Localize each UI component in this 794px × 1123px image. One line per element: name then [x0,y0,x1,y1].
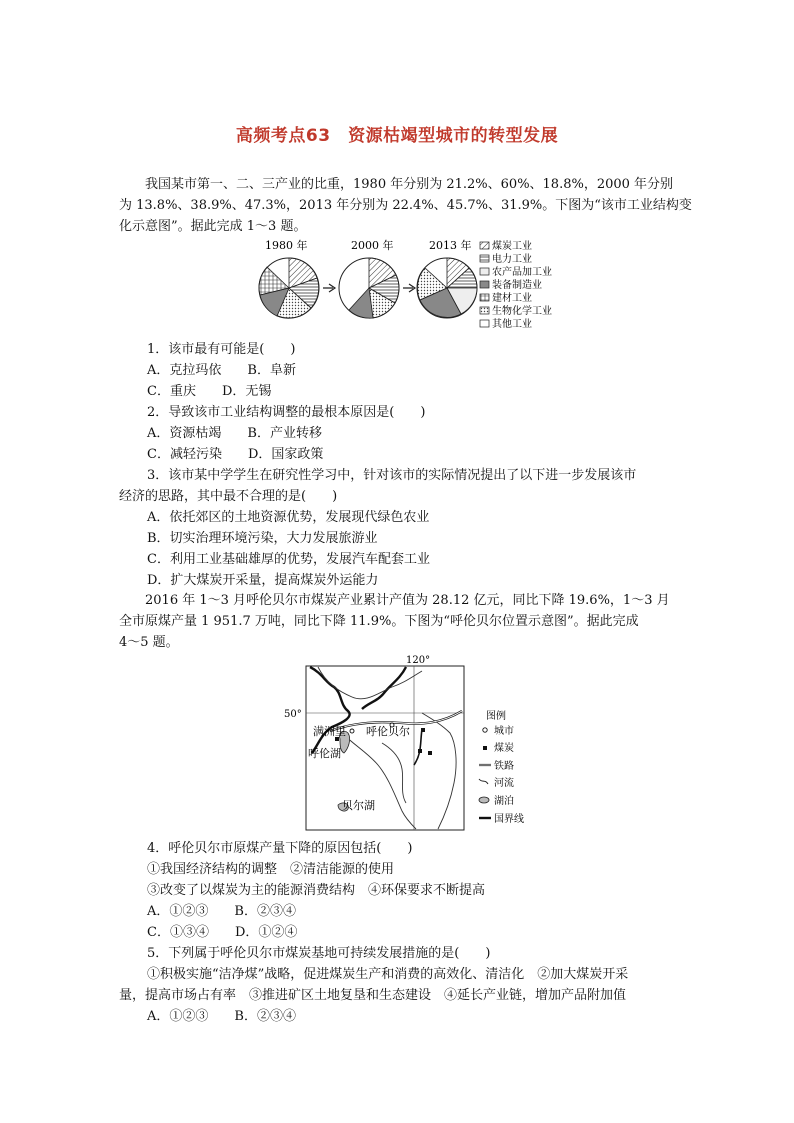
fig1-legend [480,239,552,330]
intro-line-2: 为 13.8%、38.9%、47.3%，2013 年分别为 22.4%、45.7%、31.9%。下图为“该市工业结构变 [119,198,692,213]
legend-item: 煤炭 [494,743,514,754]
intro-line-1: 我国某市第一、二、三产业的比重，1980 年分别为 21.2%、60%、18.8%，2000 年分别 [145,177,674,192]
q3-option-b: B．切实治理环境污染，大力发展旅游业 [147,531,378,546]
pie-2000 [339,258,399,318]
q5-statement-1: ①积极实施“洁净煤”战略，促进煤炭生产和消费的高效化、清洁化 ②加大煤炭开采 [147,967,629,982]
q2-options-cd: C．减轻污染 D．国家政策 [147,447,324,462]
q4-statement-1: ①我国经济结构的调整 ②清洁能源的使用 [147,862,395,877]
pie-1980 [259,258,319,318]
place-label: 满洲里 [313,725,346,738]
arrow-icon [403,284,415,292]
city-marker [350,729,354,733]
place-label: 呼伦湖 [308,747,341,760]
coal-marker [421,728,425,732]
question-2: 2．导致该市工业结构调整的最根本原因是( ) [147,405,426,420]
intro2-line-1: 2016 年 1～3 月呼伦贝尔市煤炭产业累计产值为 28.12 亿元，同比下降 19.6%，1～3 月 [145,593,670,608]
legend-title: 图例 [486,711,506,722]
place-label: 贝尔湖 [342,799,375,812]
year-label-2013: 2013 年 [429,239,472,252]
q5-statement-2: 量，提高市场占有率 ③推进矿区土地复垦和生态建设 ④延长产业链，增加产品附加值 [119,988,627,1003]
q3-option-c: C．利用工业基础雄厚的优势，发展汽车配套工业 [147,552,430,567]
legend-item: 煤炭工业 [492,241,532,252]
q5-options-ab: A．①②③ B．②③④ [147,1009,296,1024]
legend-item: 国界线 [494,814,524,825]
question-5: 5．下列属于呼伦贝尔市煤炭基地可持续发展措施的是( ) [147,946,491,961]
year-label-2000: 2000 年 [351,239,394,252]
q1-options-cd: C．重庆 D．无锡 [147,384,272,399]
q3-option-d: D．扩大煤炭开采量，提高煤炭外运能力 [147,573,379,588]
q4-statement-2: ③改变了以煤炭为主的能源消费结构 ④环保要求不断提高 [147,883,486,898]
q4-options-ab: A．①②③ B．②③④ [147,904,296,919]
coal-marker [418,749,422,753]
legend-item: 铁路 [494,761,514,772]
legend-item: 建材工业 [492,293,532,304]
question-4: 4．呼伦贝尔市原煤产量下降的原因包括( ) [147,841,413,856]
legend-item: 装备制造业 [492,280,542,291]
question-3: 3．该市某中学学生在研究性学习中，针对该市的实际情况提出了以下进一步发展该市 [147,468,637,483]
q1-options-ab: A．克拉玛依 B．阜新 [147,363,296,378]
year-label-1980: 1980 年 [265,239,308,252]
legend-item: 生物化学工业 [492,306,552,317]
longitude-label: 120° [406,655,431,666]
pie-2013 [417,258,477,318]
intro2-line-3: 4～5 题。 [119,635,179,650]
map-legend [479,709,524,825]
legend-item: 农产品加工业 [492,267,552,278]
q2-options-ab: A．资源枯竭 B．产业转移 [147,426,322,441]
place-label: 呼伦贝尔 [366,725,410,738]
arrow-icon [323,284,335,292]
coal-marker [428,751,432,755]
latitude-label: 50° [284,709,302,720]
legend-item: 其他工业 [492,319,532,330]
q3-option-a: A．依托郊区的土地资源优势，发展现代绿色农业 [147,510,430,525]
page-title: 高频考点63 资源枯竭型城市的转型发展 [235,126,559,146]
question-1: 1．该市最有可能是( ) [147,342,296,357]
q4-options-cd: C．①③④ D．①②④ [147,925,298,940]
legend-item: 湖泊 [494,796,514,807]
intro-line-3: 化示意图”。据此完成 1～3 题。 [119,219,307,234]
hulunbuir-location-map [282,653,544,831]
legend-item: 城市 [494,726,514,737]
industry-structure-figure [255,238,575,330]
intro2-line-2: 全市原煤产量 1 951.7 万吨，同比下降 11.9%。下图为“呼伦贝尔位置示意图”。据此完成 [119,614,639,629]
question-3-cont: 经济的思路，其中最不合理的是( ) [119,489,338,504]
legend-item: 河流 [494,778,514,789]
legend-item: 电力工业 [492,254,532,265]
